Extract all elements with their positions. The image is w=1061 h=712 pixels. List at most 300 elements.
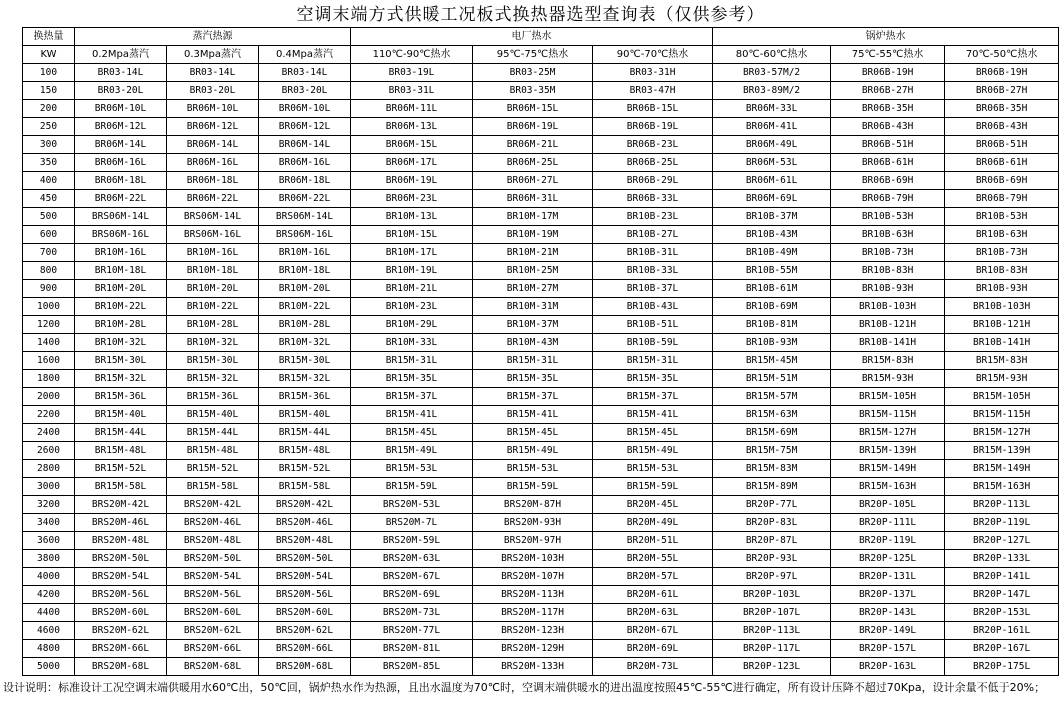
model-cell: BR15M-44L [259,424,351,442]
model-cell: BR06M-18L [75,172,167,190]
model-cell: BR15M-36L [167,388,259,406]
model-cell: BR15M-127H [831,424,945,442]
model-cell: BR06B-79H [945,190,1059,208]
capacity-header: 换热量 [23,28,75,46]
table-row [23,568,1059,586]
model-cell: BR15M-45L [593,424,713,442]
kw-cell: 1600 [23,352,75,370]
model-cell: BR10M-16L [167,244,259,262]
kw-cell: 3000 [23,478,75,496]
kw-cell: 3600 [23,532,75,550]
model-cell: BR15M-51M [713,370,831,388]
model-cell: BR15M-83H [945,352,1059,370]
kw-cell: 2600 [23,442,75,460]
model-cell: BRS20M-56L [75,586,167,604]
model-cell: BR10M-13L [351,208,473,226]
unit-header: KW [23,46,75,64]
model-cell: BR03-20L [167,82,259,100]
model-cell: BR03-89M/2 [713,82,831,100]
column-header: 70℃-50℃热水 [945,46,1059,64]
model-cell: BRS20M-117H [473,604,593,622]
model-cell: BRS20M-123H [473,622,593,640]
model-cell: BRS20M-50L [167,550,259,568]
model-cell: BR20P-167L [945,640,1059,658]
model-cell: BR15M-40L [75,406,167,424]
model-cell: BR06B-19H [831,64,945,82]
model-cell: BR15M-36L [75,388,167,406]
model-cell: BR03-35M [473,82,593,100]
model-cell: BRS20M-48L [259,532,351,550]
model-cell: BR10B-53H [945,208,1059,226]
kw-cell: 1000 [23,298,75,316]
model-cell: BR06B-33L [593,190,713,208]
model-cell: BR15M-59L [351,478,473,496]
model-cell: BR10B-83H [831,262,945,280]
table-row [23,460,1059,478]
model-cell: BR15M-45L [351,424,473,442]
model-cell: BR06M-33L [713,100,831,118]
table-row [23,118,1059,136]
model-cell: BR15M-75M [713,442,831,460]
model-cell: BR10B-103H [831,298,945,316]
model-cell: BR15M-32L [75,370,167,388]
model-cell: BR15M-41L [473,406,593,424]
model-cell: BR15M-163H [945,478,1059,496]
model-cell: BR15M-59L [473,478,593,496]
model-cell: BR20M-45L [593,496,713,514]
model-cell: BR10B-83H [945,262,1059,280]
table-row [23,190,1059,208]
table-row [23,352,1059,370]
model-cell: BR20P-119L [831,532,945,550]
column-header: 0.3Mpa蒸汽 [167,46,259,64]
model-cell: BR20M-61L [593,586,713,604]
model-cell: BR15M-31L [593,352,713,370]
model-cell: BR06M-61L [713,172,831,190]
model-cell: BR10M-17M [473,208,593,226]
kw-cell: 450 [23,190,75,208]
model-cell: BR10M-28L [75,316,167,334]
model-cell: BR06M-10L [259,100,351,118]
model-cell: BR06M-18L [259,172,351,190]
model-cell: BRS20M-54L [259,568,351,586]
model-cell: BR15M-58L [75,478,167,496]
model-cell: BR20M-63L [593,604,713,622]
model-cell: BR20P-87L [713,532,831,550]
model-cell: BR10M-22L [259,298,351,316]
model-cell: BRS20M-68L [259,658,351,676]
model-cell: BR03-14L [167,64,259,82]
model-cell: BR06M-23L [351,190,473,208]
kw-cell: 1400 [23,334,75,352]
model-cell: BR10M-32L [167,334,259,352]
model-cell: BR15M-49L [473,442,593,460]
kw-cell: 700 [23,244,75,262]
model-cell: BR10M-29L [351,316,473,334]
model-cell: BR10M-23L [351,298,473,316]
kw-cell: 3200 [23,496,75,514]
model-cell: BR10B-55M [713,262,831,280]
table-row [23,262,1059,280]
model-cell: BR06B-61H [831,154,945,172]
kw-cell: 4200 [23,586,75,604]
table-row [23,424,1059,442]
table-row [23,658,1059,676]
model-cell: BR15M-48L [75,442,167,460]
kw-cell: 350 [23,154,75,172]
model-cell: BRS20M-53L [351,496,473,514]
model-cell: BR20P-93L [713,550,831,568]
model-cell: BR10M-16L [75,244,167,262]
model-cell: BR06M-69L [713,190,831,208]
model-cell: BR03-47H [593,82,713,100]
model-cell: BRS20M-7L [351,514,473,532]
model-cell: BR15M-44L [167,424,259,442]
table-row [23,532,1059,550]
kw-cell: 4000 [23,568,75,586]
model-cell: BRS20M-62L [259,622,351,640]
model-cell: BR10B-31L [593,244,713,262]
model-cell: BR06M-15L [473,100,593,118]
model-cell: BR20P-77L [713,496,831,514]
model-cell: BR10B-27L [593,226,713,244]
model-cell: BR20P-149L [831,622,945,640]
model-cell: BR03-57M/2 [713,64,831,82]
table-row [23,244,1059,262]
model-cell: BR15M-49L [351,442,473,460]
column-header: 110℃-90℃热水 [351,46,473,64]
model-cell: BR06B-27H [831,82,945,100]
model-cell: BR15M-139H [945,442,1059,460]
model-cell: BR06B-35H [945,100,1059,118]
model-cell: BR15M-40L [259,406,351,424]
model-cell: BR15M-115H [945,406,1059,424]
model-cell: BR20P-125L [831,550,945,568]
model-cell: BRS06M-14L [75,208,167,226]
model-cell: BR20M-57L [593,568,713,586]
model-cell: BR15M-93H [831,370,945,388]
kw-cell: 4600 [23,622,75,640]
model-cell: BR06B-79H [831,190,945,208]
model-cell: BR10B-93M [713,334,831,352]
model-cell: BR10M-22L [167,298,259,316]
model-cell: BR15M-115H [831,406,945,424]
model-cell: BR15M-58L [167,478,259,496]
model-cell: BR20P-141L [945,568,1059,586]
model-cell: BR10B-63H [945,226,1059,244]
model-cell: BRS20M-66L [75,640,167,658]
header-row-groups [23,28,1059,46]
model-cell: BR03-31H [593,64,713,82]
model-cell: BRS20M-48L [167,532,259,550]
table-row [23,334,1059,352]
table-row [23,586,1059,604]
model-cell: BRS20M-62L [75,622,167,640]
model-cell: BR06M-10L [75,100,167,118]
model-cell: BRS20M-50L [259,550,351,568]
model-cell: BR03-14L [259,64,351,82]
model-cell: BR10M-18L [75,262,167,280]
model-cell: BRS20M-54L [167,568,259,586]
model-cell: BR10B-103H [945,298,1059,316]
model-cell: BR10B-61M [713,280,831,298]
model-cell: BR10M-21M [473,244,593,262]
model-cell: BR10M-31M [473,298,593,316]
model-cell: BR20P-161L [945,622,1059,640]
model-cell: BRS20M-81L [351,640,473,658]
model-cell: BR10B-53H [831,208,945,226]
model-cell: BR10B-43M [713,226,831,244]
model-cell: BR06M-16L [167,154,259,172]
model-cell: BR15M-40L [167,406,259,424]
table-row [23,370,1059,388]
model-cell: BRS20M-46L [167,514,259,532]
model-cell: BR10M-32L [259,334,351,352]
model-cell: BR06B-29L [593,172,713,190]
model-cell: BRS20M-63L [351,550,473,568]
model-cell: BR06B-43H [945,118,1059,136]
model-cell: BRS20M-68L [75,658,167,676]
design-note: 设计说明：标准设计工况空调末端供暖用水60℃出，50℃回，锅炉热水作为热源，且出水温度为70℃时，空调末端供暖水的进出温度按照45℃-55℃进行确定，所有设计压降不超过70Kpa，设计余量不低于20%； [3,681,1046,694]
model-cell: BR15M-41L [351,406,473,424]
model-cell: BR10B-69M [713,298,831,316]
table-row [23,550,1059,568]
table-row [23,172,1059,190]
column-header: 75℃-55℃热水 [831,46,945,64]
column-header: 0.2Mpa蒸汽 [75,46,167,64]
model-cell: BRS20M-97H [473,532,593,550]
model-cell: BR20P-137L [831,586,945,604]
model-cell: BR10B-141H [945,334,1059,352]
model-cell: BR06B-19H [945,64,1059,82]
model-cell: BR06B-51H [831,136,945,154]
model-cell: BR10M-18L [259,262,351,280]
model-cell: BR06M-12L [259,118,351,136]
table-row [23,316,1059,334]
model-cell: BR10B-59L [593,334,713,352]
model-cell: BR06M-10L [167,100,259,118]
kw-cell: 2800 [23,460,75,478]
model-cell: BR06B-35H [831,100,945,118]
model-cell: BR15M-37L [593,388,713,406]
model-cell: BRS20M-73L [351,604,473,622]
model-cell: BR15M-48L [167,442,259,460]
model-cell: BR06M-19L [473,118,593,136]
model-cell: BR15M-83M [713,460,831,478]
table-row [23,64,1059,82]
kw-cell: 100 [23,64,75,82]
model-cell: BR06B-19L [593,118,713,136]
model-cell: BR06M-16L [259,154,351,172]
kw-cell: 200 [23,100,75,118]
model-cell: BR06M-12L [167,118,259,136]
model-cell: BR20P-163L [831,658,945,676]
model-cell: BR15M-32L [167,370,259,388]
model-cell: BR06B-25L [593,154,713,172]
model-cell: BR15M-69M [713,424,831,442]
model-cell: BR15M-139H [831,442,945,460]
model-cell: BR20P-105L [831,496,945,514]
model-cell: BR10M-28L [259,316,351,334]
model-cell: BR06M-12L [75,118,167,136]
model-cell: BR06M-17L [351,154,473,172]
kw-cell: 4800 [23,640,75,658]
model-cell: BR15M-30L [259,352,351,370]
model-cell: BRS20M-42L [167,496,259,514]
model-cell: BR20P-143L [831,604,945,622]
model-cell: BR20P-123L [713,658,831,676]
model-cell: BR15M-45M [713,352,831,370]
model-cell: BR15M-59L [593,478,713,496]
model-cell: BR10B-43L [593,298,713,316]
kw-cell: 300 [23,136,75,154]
model-cell: BR15M-35L [593,370,713,388]
table-row [23,226,1059,244]
model-cell: BR06M-11L [351,100,473,118]
table-row [23,136,1059,154]
model-cell: BR15M-52L [167,460,259,478]
kw-cell: 900 [23,280,75,298]
model-cell: BR15M-35L [351,370,473,388]
model-cell: BR06M-19L [351,172,473,190]
model-cell: BR15M-83H [831,352,945,370]
model-cell: BR20P-113L [713,622,831,640]
model-cell: BR10B-121H [945,316,1059,334]
kw-cell: 800 [23,262,75,280]
model-cell: BR20P-153L [945,604,1059,622]
model-cell: BR06M-15L [351,136,473,154]
model-cell: BRS20M-48L [75,532,167,550]
model-cell: BRS20M-59L [351,532,473,550]
kw-cell: 1200 [23,316,75,334]
model-cell: BR20P-157L [831,640,945,658]
model-cell: BR06M-16L [75,154,167,172]
model-cell: BRS20M-54L [75,568,167,586]
model-cell: BR20P-117L [713,640,831,658]
model-cell: BR20P-133L [945,550,1059,568]
table-row [23,154,1059,172]
model-cell: BR20P-119L [945,514,1059,532]
kw-cell: 600 [23,226,75,244]
kw-cell: 400 [23,172,75,190]
group-header-plant-water: 电厂热水 [351,28,713,46]
model-cell: BR20M-73L [593,658,713,676]
kw-cell: 3400 [23,514,75,532]
column-header: 90℃-70℃热水 [593,46,713,64]
model-cell: BRS20M-77L [351,622,473,640]
model-cell: BR15M-52L [75,460,167,478]
model-cell: BRS20M-133H [473,658,593,676]
model-cell: BR15M-89M [713,478,831,496]
model-cell: BR10B-141H [831,334,945,352]
model-cell: BR15M-105H [831,388,945,406]
model-cell: BR20M-55L [593,550,713,568]
model-cell: BRS20M-50L [75,550,167,568]
model-cell: BRS20M-46L [75,514,167,532]
kw-cell: 2000 [23,388,75,406]
model-cell: BR15M-48L [259,442,351,460]
table-row [23,82,1059,100]
model-cell: BRS20M-66L [259,640,351,658]
model-cell: BR20P-113L [945,496,1059,514]
model-cell: BR15M-93H [945,370,1059,388]
model-cell: BR15M-163H [831,478,945,496]
model-cell: BR20P-83L [713,514,831,532]
model-cell: BRS20M-62L [167,622,259,640]
model-cell: BR06M-41L [713,118,831,136]
model-cell: BRS20M-60L [75,604,167,622]
model-cell: BR06M-18L [167,172,259,190]
model-cell: BR10M-27M [473,280,593,298]
model-cell: BR06B-27H [945,82,1059,100]
model-cell: BR20P-111L [831,514,945,532]
column-header: 80℃-60℃热水 [713,46,831,64]
column-header: 95℃-75℃热水 [473,46,593,64]
model-cell: BR15M-127H [945,424,1059,442]
model-cell: BR15M-45L [473,424,593,442]
model-cell: BR10M-37M [473,316,593,334]
table-row [23,640,1059,658]
model-cell: BR15M-53L [593,460,713,478]
model-cell: BR20M-69L [593,640,713,658]
model-cell: BR15M-105H [945,388,1059,406]
model-cell: BR10M-15L [351,226,473,244]
model-cell: BR10M-22L [75,298,167,316]
model-cell: BR10B-37L [593,280,713,298]
table-row [23,100,1059,118]
table-row [23,208,1059,226]
model-cell: BR06M-22L [259,190,351,208]
kw-cell: 2400 [23,424,75,442]
model-cell: BRS20M-46L [259,514,351,532]
model-cell: BRS20M-103H [473,550,593,568]
model-cell: BR06M-27L [473,172,593,190]
model-cell: BR15M-149H [945,460,1059,478]
model-cell: BR10M-32L [75,334,167,352]
kw-cell: 4400 [23,604,75,622]
model-cell: BR10B-33L [593,262,713,280]
model-cell: BR10M-20L [259,280,351,298]
model-cell: BR10B-81M [713,316,831,334]
model-cell: BR10M-33L [351,334,473,352]
model-cell: BRS20M-56L [259,586,351,604]
model-cell: BR06M-31L [473,190,593,208]
model-cell: BRS20M-66L [167,640,259,658]
model-cell: BR06B-61H [945,154,1059,172]
model-cell: BR20P-103L [713,586,831,604]
model-cell: BR15M-52L [259,460,351,478]
selection-table [22,27,1059,676]
model-cell: BR15M-49L [593,442,713,460]
model-cell: BR20P-97L [713,568,831,586]
model-cell: BR10M-17L [351,244,473,262]
model-cell: BRS20M-68L [167,658,259,676]
model-cell: BR10M-16L [259,244,351,262]
model-cell: BR03-31L [351,82,473,100]
model-cell: BR10M-19L [351,262,473,280]
kw-cell: 150 [23,82,75,100]
model-cell: BRS06M-16L [167,226,259,244]
group-header-boiler-water: 锅炉热水 [713,28,1059,46]
model-cell: BR15M-32L [259,370,351,388]
model-cell: BR15M-31L [351,352,473,370]
model-cell: BR10B-73H [945,244,1059,262]
table-row [23,478,1059,496]
model-cell: BR15M-44L [75,424,167,442]
model-cell: BR10B-63H [831,226,945,244]
model-cell: BR06M-14L [167,136,259,154]
model-cell: BR15M-58L [259,478,351,496]
